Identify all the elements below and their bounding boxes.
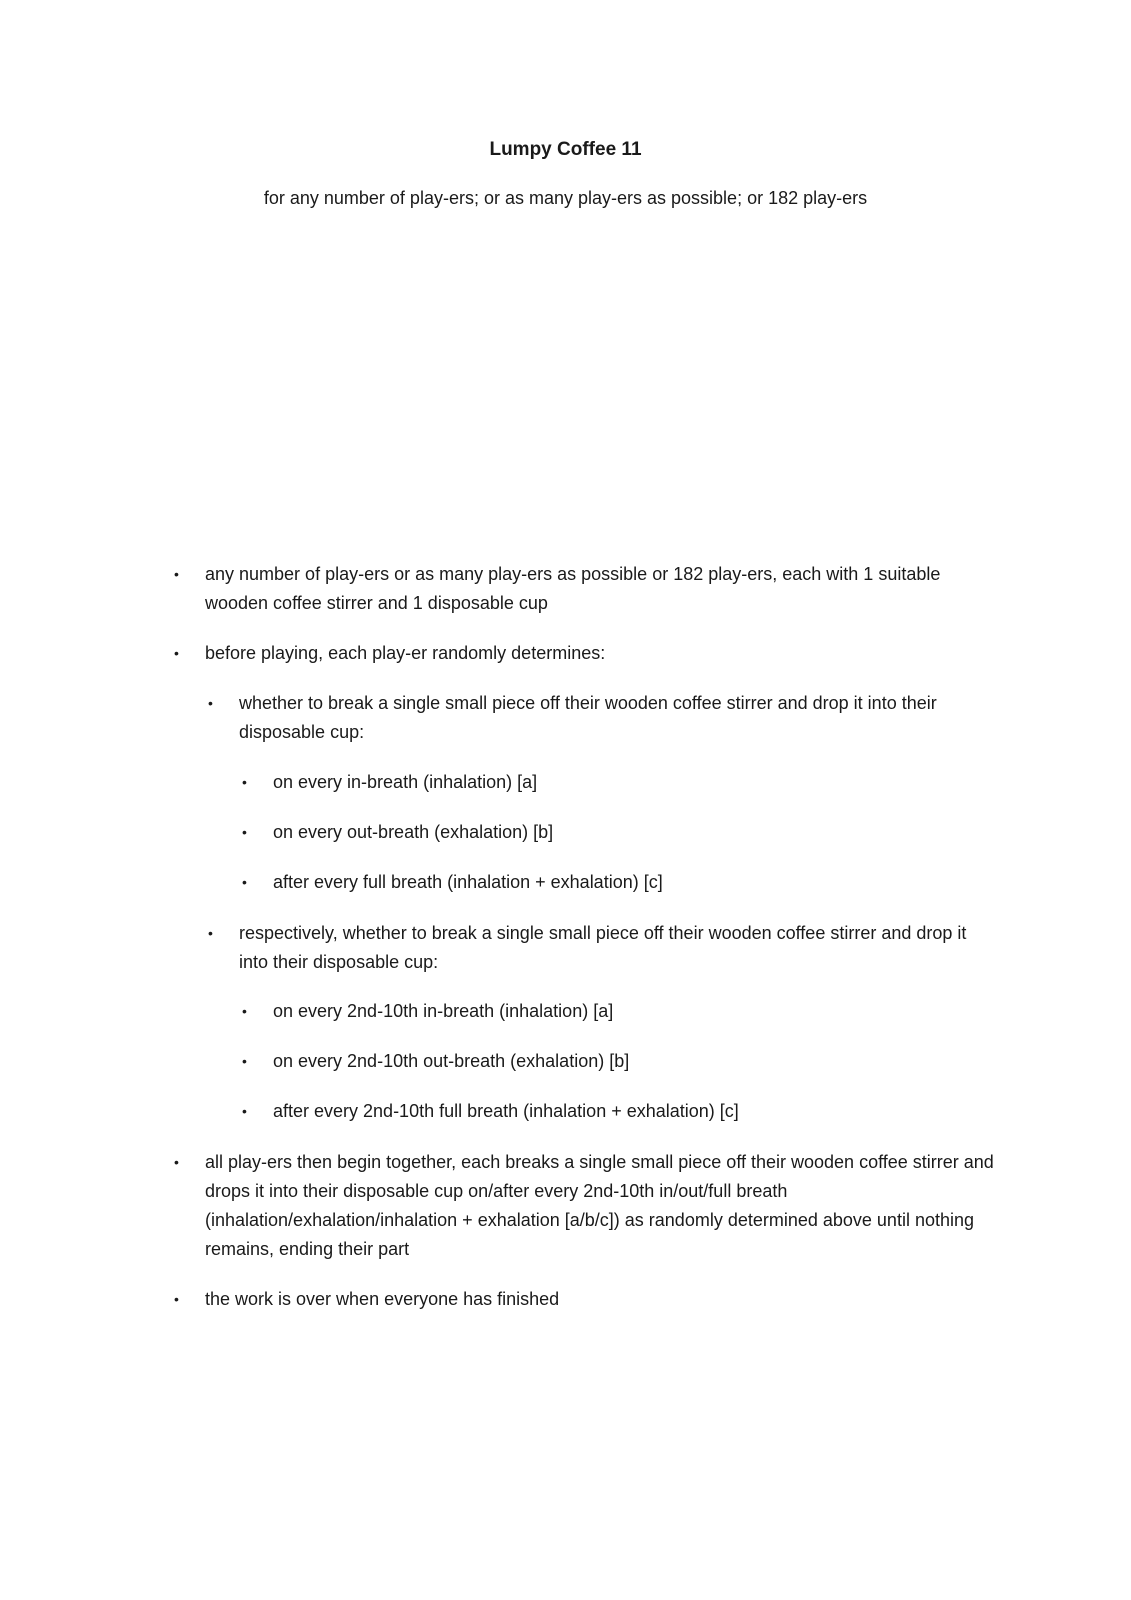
bullet-icon: • [242, 1053, 247, 1069]
bullet-icon: • [242, 824, 247, 840]
bullet-icon: • [242, 1003, 247, 1019]
list-item-text: all play-ers then begin together, each breaks a single small piece off their wooden coffee stirrer and drops it into their disposable cup on/after every 2nd-10th in/out/full breath (inhalation/exhalation/inhalation + exhalation [a/b/c]) as randomly determined above until nothing remains, ending their part [205, 1152, 994, 1259]
list-item [242, 1097, 973, 1126]
list-item [174, 1148, 995, 1264]
list-item-text: after every full breath (inhalation + exhalation) [c] [273, 872, 663, 892]
list-item-text: after every 2nd-10th full breath (inhalation + exhalation) [c] [273, 1101, 739, 1121]
list-item [208, 919, 989, 977]
list-item [242, 868, 973, 897]
bullet-icon: • [174, 566, 179, 582]
list-item [242, 768, 973, 797]
bullet-icon: • [242, 1103, 247, 1119]
list-item-text: on every 2nd-10th out-breath (exhalation) [b] [273, 1051, 630, 1071]
list-item [242, 997, 973, 1026]
document-title: Lumpy Coffee 11 [489, 139, 642, 160]
list-item-text: respectively, whether to break a single small piece off their wooden coffee stirrer and drop it into their disposable cup: [239, 923, 967, 972]
bullet-icon: • [174, 645, 179, 661]
list-item [242, 818, 973, 847]
list-item-text: on every in-breath (inhalation) [a] [273, 772, 538, 792]
document-subtitle: for any number of play-ers; or as many play-ers as possible; or 182 play-ers [263, 188, 868, 208]
list-item-text: on every 2nd-10th in-breath (inhalation) [a] [273, 1001, 614, 1021]
list-item-text: the work is over when everyone has finished [205, 1289, 560, 1309]
list-item [174, 1285, 995, 1314]
bullet-icon: • [242, 774, 247, 790]
bullet-icon: • [174, 1154, 179, 1170]
list-item-text: on every out-breath (exhalation) [b] [273, 822, 554, 842]
bullet-icon: • [242, 874, 247, 890]
list-item [174, 639, 995, 668]
bullet-icon: • [208, 695, 213, 711]
list-item [208, 689, 989, 747]
list-item-text: whether to break a single small piece off their wooden coffee stirrer and drop it into their disposable cup: [239, 693, 937, 742]
list-item-text: before playing, each play-er randomly determines: [205, 643, 606, 663]
list-item [242, 1047, 973, 1076]
bullet-icon: • [174, 1291, 179, 1307]
list-item-text: any number of play-ers or as many play-ers as possible or 182 play-ers, each with 1 suitable wooden coffee stirrer and 1 disposable cup [205, 564, 941, 613]
bullet-icon: • [208, 925, 213, 941]
list-item [174, 560, 995, 618]
